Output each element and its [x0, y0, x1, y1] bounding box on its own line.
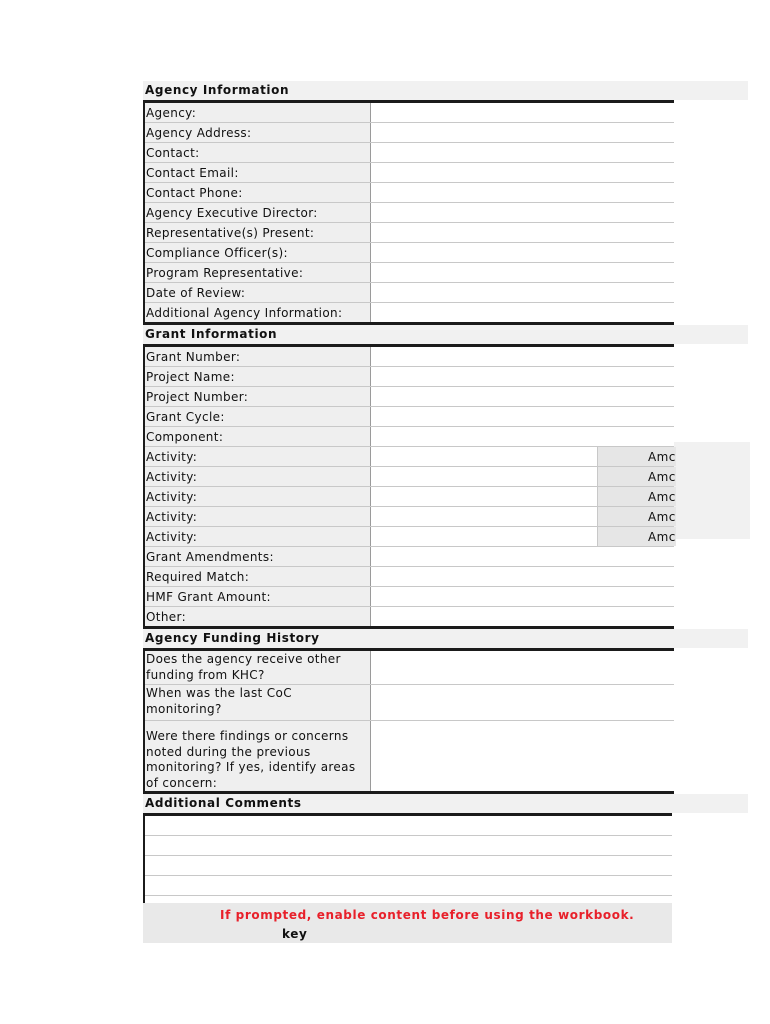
table-row: [145, 223, 674, 243]
field-label: Contact Email:: [145, 163, 371, 182]
field-label: Contact Phone:: [145, 183, 371, 202]
comment-line[interactable]: [145, 836, 672, 856]
field-label: Activity:: [145, 507, 371, 526]
field-label: Program Representative:: [145, 263, 371, 282]
findings-input[interactable]: [371, 721, 674, 791]
contact-phone-input[interactable]: [371, 183, 674, 202]
activity-row: [145, 487, 674, 507]
field-label: Activity:: [145, 527, 371, 546]
table-row: [145, 427, 674, 447]
field-label: Agency Address:: [145, 123, 371, 142]
activity-input[interactable]: [371, 527, 598, 546]
contact-input[interactable]: [371, 143, 674, 162]
project-number-input[interactable]: [371, 387, 674, 406]
activity-input[interactable]: [371, 467, 598, 486]
additional-info-input[interactable]: [371, 303, 674, 322]
field-label: Project Number:: [145, 387, 371, 406]
amount-label: Amc: [598, 527, 676, 546]
grant-number-input[interactable]: [371, 347, 674, 366]
field-label: Compliance Officer(s):: [145, 243, 371, 262]
table-row: [145, 123, 674, 143]
table-row: [145, 283, 674, 303]
required-match-input[interactable]: [371, 567, 674, 586]
table-row: [145, 263, 674, 283]
comment-line[interactable]: [145, 856, 672, 876]
date-of-review-input[interactable]: [371, 283, 674, 302]
last-monitoring-input[interactable]: [371, 685, 674, 720]
amount-label: Amc: [598, 447, 676, 466]
question-label: Does the agency receive other funding from KHC?: [145, 651, 371, 684]
activity-input[interactable]: [371, 487, 598, 506]
field-label: Grant Cycle:: [145, 407, 371, 426]
table-row: [145, 587, 674, 607]
representatives-input[interactable]: [371, 223, 674, 242]
activity-row: [145, 527, 674, 547]
hmf-grant-amount-input[interactable]: [371, 587, 674, 606]
table-row: [145, 243, 674, 263]
table-row: [145, 547, 674, 567]
field-label: Additional Agency Information:: [145, 303, 371, 322]
grant-information-table: [143, 344, 674, 629]
field-label: HMF Grant Amount:: [145, 587, 371, 606]
field-label: Required Match:: [145, 567, 371, 586]
table-row: [145, 721, 674, 791]
field-label: Contact:: [145, 143, 371, 162]
section-header-agency-information: Agency Information: [143, 81, 748, 100]
review-form: [143, 81, 748, 918]
field-label: Agency Executive Director:: [145, 203, 371, 222]
table-row: [145, 143, 674, 163]
table-row: [145, 607, 674, 626]
agency-input[interactable]: [371, 103, 674, 122]
amount-label: Amc: [598, 487, 676, 506]
table-row: [145, 567, 674, 587]
field-label: Representative(s) Present:: [145, 223, 371, 242]
table-row: [145, 203, 674, 223]
comment-line[interactable]: [145, 876, 672, 896]
table-row: [145, 183, 674, 203]
table-row: [145, 103, 674, 123]
agency-information-table: [143, 100, 674, 325]
other-input[interactable]: [371, 607, 674, 626]
executive-director-input[interactable]: [371, 203, 674, 222]
project-name-input[interactable]: [371, 367, 674, 386]
table-row: [145, 367, 674, 387]
table-row: [145, 685, 674, 721]
activity-input[interactable]: [371, 507, 598, 526]
field-label: Other:: [145, 607, 371, 626]
table-row: [145, 347, 674, 367]
amount-column-extension: [674, 442, 750, 539]
activity-row: [145, 447, 674, 467]
key-label: key: [282, 927, 308, 941]
section-header-grant-information: Grant Information: [143, 325, 748, 344]
activity-row: [145, 507, 674, 527]
enable-content-notice: [143, 903, 672, 943]
table-row: [145, 387, 674, 407]
table-row: [145, 303, 674, 322]
question-label: When was the last CoC monitoring?: [145, 685, 371, 720]
grant-amendments-input[interactable]: [371, 547, 674, 566]
question-label: Were there findings or concerns noted during the previous monitoring? If yes, identify areas of concern:: [145, 721, 371, 791]
activity-row: [145, 467, 674, 487]
table-row: [145, 163, 674, 183]
grant-cycle-input[interactable]: [371, 407, 674, 426]
amount-label: Amc: [598, 507, 676, 526]
comment-line[interactable]: [145, 816, 672, 836]
field-label: Grant Number:: [145, 347, 371, 366]
field-label: Date of Review:: [145, 283, 371, 302]
component-input[interactable]: [371, 427, 674, 446]
agency-address-input[interactable]: [371, 123, 674, 142]
field-label: Activity:: [145, 447, 371, 466]
field-label: Grant Amendments:: [145, 547, 371, 566]
compliance-officer-input[interactable]: [371, 243, 674, 262]
amount-label: Amc: [598, 467, 676, 486]
field-label: Activity:: [145, 487, 371, 506]
table-row: [145, 407, 674, 427]
field-label: Project Name:: [145, 367, 371, 386]
field-label: Activity:: [145, 467, 371, 486]
funding-history-table: [143, 648, 674, 794]
enable-content-warning: If prompted, enable content before using the workbook.: [220, 908, 635, 922]
table-row: [145, 651, 674, 685]
field-label: Component:: [145, 427, 371, 446]
contact-email-input[interactable]: [371, 163, 674, 182]
other-funding-input[interactable]: [371, 651, 674, 684]
section-header-additional-comments: Additional Comments: [143, 794, 748, 813]
program-representative-input[interactable]: [371, 263, 674, 282]
field-label: Agency:: [145, 103, 371, 122]
activity-input[interactable]: [371, 447, 598, 466]
section-header-funding-history: Agency Funding History: [143, 629, 748, 648]
